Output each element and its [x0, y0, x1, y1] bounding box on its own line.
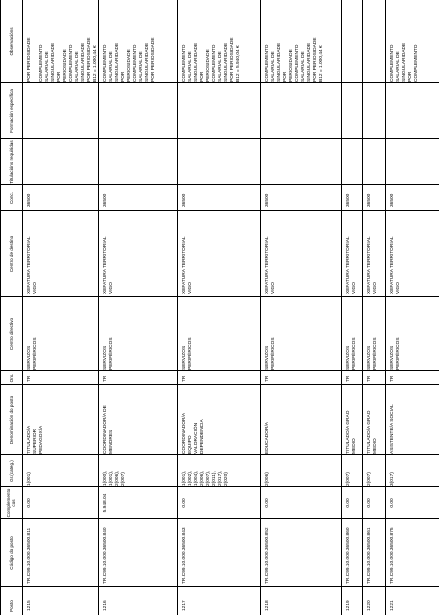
header-centro-directivo: Centro directivo [8, 317, 14, 351]
table-row [261, 0, 341, 615]
cell-codigo: TR.C99.10.000.36500.861 [367, 527, 372, 584]
cell-codigo: TR.C99.10.000.36500.843 [182, 527, 187, 584]
table-row [23, 0, 98, 615]
table-row [99, 0, 177, 615]
cell-complemento: 0.00 [182, 498, 187, 508]
cell-observaciones: COMPLEMENTO SALARIAL DE SINGULARIDADE POR PERIOSIDADE COMPLEMENTO SALARIAL DE SINGULARIDADE POR PERIOSIDADE B12 = 1.000,44 € [265, 37, 324, 82]
cell-puesto: 1220 [367, 600, 372, 611]
cell-ors: TR [265, 375, 270, 382]
cell-puesto: 1215 [27, 600, 32, 611]
cell-centro-directivo: SERVIZOS PERIFÉRICOS [346, 337, 357, 370]
cell-centro-directivo: SERVIZOS PERIFÉRICOS [27, 337, 38, 370]
header-puesto: Posto [8, 600, 14, 612]
header-observaciones: Observacións [8, 27, 14, 56]
cell-grupo: 2(007) [346, 472, 351, 486]
header-centro-destino: Centro de destino [8, 235, 14, 273]
header-ors: Orx. [8, 373, 14, 383]
cell-complemento: 0.00 [367, 498, 372, 508]
cell-centro-destino: XEFATURA TERRITORIAL VIGO [103, 236, 114, 294]
cell-grupo: 1(001) [27, 472, 32, 486]
cell-observaciones: COMPLEMENTO SALARIAL DE SINGULARIDADE POR PERIOSIDADE COMPLEMENTO SALARIAL DE SINGULARIDADE POR PERIOSIDADE [103, 37, 156, 82]
cell-codigo: TR.C99.10.000.36500.811 [27, 527, 32, 584]
cell-conc: 36500 [182, 193, 187, 207]
cell-puesto: 1221 [390, 600, 395, 611]
cell-codigo: TR.C99.10.000.36500.875 [390, 527, 395, 584]
cell-centro-directivo: SERVIZOS PERIFÉRICOS [182, 337, 193, 370]
cell-observaciones: POR PERIOSIDADE COMPLEMENTO SALARIAL DE SINGULARIDADE POR PERIOSIDADE COMPLEMENTO SALARIAL DE SINGULARIDADE POR PERIOSIDADE B12 = 1.000,44 € [27, 37, 98, 82]
cell-conc: 36500 [346, 193, 351, 207]
cell-centro-destino: XEFATURA TERRITORIAL VIGO [367, 236, 378, 294]
cell-centro-destino: XEFATURA TERRITORIAL VIGO [182, 236, 193, 294]
cell-codigo: TR.C99.10.000.36500.860 [346, 527, 351, 584]
header-complemento: Complemento cos [6, 488, 16, 518]
cell-complemento: 5.948.04 [103, 493, 108, 513]
cell-observaciones: COMPLEMENTO SALARIAL DE SINGULARIDADE POR COMPLEMENTO [390, 42, 419, 82]
cell-ors: TR [182, 375, 187, 382]
cell-ors: TR [346, 375, 351, 382]
cell-codigo: TR.C99.10.000.36500.852 [265, 527, 270, 584]
table-row [363, 0, 385, 615]
cell-grupo: 2(006) [265, 472, 270, 486]
cell-conc: 36500 [103, 193, 108, 207]
cell-grupo: 1(001), 1(002), 1(004), 2(006), 2(007), 2(011), 2(017), 2(020) [182, 470, 229, 486]
cell-ors: TR [390, 375, 395, 382]
cell-centro-directivo: SERVIZOS PERIFÉRICOS [367, 337, 378, 370]
grid-line-top [0, 0, 1, 615]
cell-grupo: 1(000), 1(001), 2(006), 2(007) [103, 470, 126, 486]
table-row [342, 0, 362, 615]
cell-ors: TR [103, 375, 108, 382]
header-conc: Conc. [8, 192, 14, 205]
cell-ors: TR [27, 375, 32, 382]
cell-codigo: TR.C99.10.000.36500.840 [103, 527, 108, 584]
cell-centro-directivo: SERVIZOS PERIFÉRICOS [103, 337, 114, 370]
cell-grupo: 3(017) [390, 472, 395, 486]
cell-puesto: 1217 [182, 600, 187, 611]
header-formacion: Formación específica [8, 89, 14, 133]
cell-centro-directivo: SERVIZOS PERIFÉRICOS [390, 337, 401, 370]
cell-denominacion: COORDINADOR/A DE MENORES [103, 405, 114, 454]
cell-denominacion: EDUCADOR/A [265, 422, 270, 454]
cell-complemento: 0.00 [265, 498, 270, 508]
header-gi: Gr.(categ.) [8, 460, 14, 482]
cell-conc: 36500 [367, 193, 372, 207]
cell-conc: 36500 [390, 193, 395, 207]
header-codigo: Código do posto [8, 536, 14, 570]
table-row [178, 0, 260, 615]
cell-conc: 36500 [265, 193, 270, 207]
cell-centro-destino: XEFATURA TERRITORIAL VIGO [346, 236, 357, 294]
cell-puesto: 1216 [103, 600, 108, 611]
cell-centro-destino: XEFATURA TERRITORIAL VIGO [27, 236, 38, 294]
cell-centro-destino: XEFATURA TERRITORIAL VIGO [265, 236, 276, 294]
cell-centro-destino: XEFATURA TERRITORIAL VIGO [390, 236, 401, 294]
cell-ors: TR [367, 375, 372, 382]
cell-denominacion: TITULADO/A SUPERIOR PEDAGOXÍA [27, 425, 44, 454]
cell-denominacion: ASISTENTE/A SOCIAL [390, 404, 395, 454]
cell-grupo: 2(007) [367, 472, 372, 486]
cell-complemento: 0.00 [27, 498, 32, 508]
cell-observaciones: COMPLEMENTO SALARIAL DE SINGULARIDADE POR PERIOSIDADE COMPLEMENTO SALARIAL DE SINGULARIDADE POR PERIOSIDADE B12 = 5.940,04 € [182, 37, 241, 82]
cell-denominacion: TITULADO/A GRAO MEDIO [367, 410, 378, 454]
cell-denominacion: COORDINADOR/A EQUIPO VALORACIÓN DEPENDENCIA [182, 412, 205, 454]
cell-conc: 36500 [27, 193, 32, 207]
cell-complemento: 0.00 [390, 498, 395, 508]
cell-denominacion: TITULADO/A GRAO MEDIO [346, 410, 357, 454]
cell-puesto: 1218 [265, 600, 270, 611]
cell-puesto: 1219 [346, 600, 351, 611]
table-header [0, 0, 22, 615]
table-row [386, 0, 439, 615]
header-denominacion: Denominación do posto [8, 395, 14, 445]
cell-centro-directivo: SERVIZOS PERIFÉRICOS [265, 337, 276, 370]
cell-complemento: 0.00 [346, 498, 351, 508]
header-titulaciones: Titulacións requiridas [8, 140, 14, 184]
